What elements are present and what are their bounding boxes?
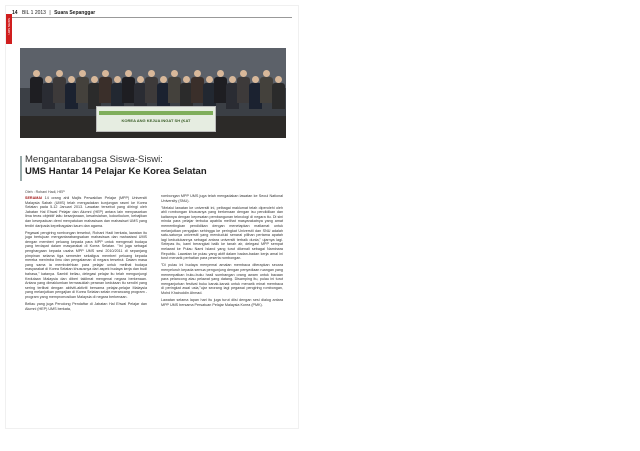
- paragraph: "Di pulau ini budaya menyemai amalan membaca diterapkan secara menyeluruh kepada semua pengunjung dengan penyediaan ruangan yang menempatkan buku-buku hasil sumbangan orang awam untuk bacaan para pelancong atau pelawat yang datang. Disamping itu, pulau ini turut menganjurkan festival buku kanak-kanak untuk menarik minat membaca di peringkat awal usia,"ujar seorang lagi pegawai pengiring rombongan, Mohd Khairuddin Ahmad.: [161, 263, 283, 295]
- article-column-1: [25, 196, 147, 314]
- header-divider: [12, 17, 292, 18]
- page-header: 14 BIL 1 2013 | Suara Sepanggar: [12, 10, 96, 16]
- article-column-2: [161, 194, 283, 310]
- paragraph: SERAMAI 14 orang ahli Majlis Perwakilan Pelajar (MPP) Universiti Malaysia Sabah (UMS) telah mengadakan kunjungan rasmi ke Korea Selatan pada 5-12 Januari 2013. Lawatan tersebut yang diiringi oleh Jabatan Hal Ehwal Pelajar dan Alumni (HEP) antara lain menyasarkan lima teras objektif iaitu kesarjanaan, kesahsiahan, kokurikulum, kebajikan dan kesepaduan demi menyatukan mahasiswa dan mahasiswi UMS yang terdiri daripada kepelbagaian kaum dan agama.: [25, 196, 147, 228]
- group-photo-image: [20, 48, 286, 138]
- paragraph: "Melalui lawatan ke universiti ini, pelbagai maklumat telah diperolehi oleh ahli rombongan khususnya yang berkenaan dengan isu pendidikan dan kaitannya dengan kepesatan pembangunan teknologi di negara itu. Di sini minda para pelajar terbuka apabila melihat masyarakatnya yang amat mementingkan pendidikan dengan menetapkan matlamat untuk melanjutkan pengajian sehingga ke peringkat Universiti dan SNU adalah satu-satunya universiti yang menduduki senarai pilihan pertama apatah lagi kedudukannya sebagai antara universiti terbaik dunia," ujarnya lagi. Selepas itu, kami berangkat balik ke tanah air, delegasi MPP sempat melawat ke Pulau Nami Island yang turut dikenali sebagai Naminara Republic. Lawatan ke pulau yang aktif dalam badan-badan kerja amal ini turut menarik perhatian para peserta rombongan.: [161, 205, 283, 261]
- article-byline: Oleh : Rohani Hadi, HEP: [25, 190, 65, 194]
- article-headline: UMS Hantar 14 Pelajar Ke Korea Selatan: [25, 166, 207, 177]
- page-number: 14: [12, 10, 18, 16]
- paragraph: rombongan MPP UMS juga telah mengadakan lawatan ke Seoul National University (SNU).: [161, 194, 283, 203]
- issue-label: BIL 1 2013: [21, 10, 46, 16]
- section-tab-label: UMS NEWS: [7, 18, 11, 35]
- article-kicker: Mengantarabangsa Siswa-Siswi:: [25, 154, 163, 165]
- paragraph: Beliau yang juga Penolong Pendaftar di Jabatan Hal Ehwal Pelajar dan Alumni (HEP) UMS berkata,: [25, 302, 147, 311]
- lead-word: SERAMAI: [25, 196, 43, 200]
- title-accent: [20, 156, 22, 181]
- paragraph: Lawatan selama lapan hari itu juga turut diisi dengan sesi dialog antara MPP UMS bersama Persatuan Pelajar Malaysia Korea (PMK).: [161, 297, 283, 307]
- newspaper-page: [6, 6, 298, 428]
- photo-banner: [96, 106, 216, 132]
- photo-banner-text: KOREA ANG KEJUA INGAT SH (KAT: [121, 118, 191, 123]
- paragraph: Pegawai pengiring rombongan tersebut, Rohani Hadi berkata, lawatan itu juga bertujuan mengantarabangsakan mahasiswa dan mahasiswi UMS dengan memberi peluang kepada para MPP untuk mengenali budaya yang terdapat dalam masyarakat di Korea Selatan. "Ini juga sebagai penghargaan kepada usaha MPP UMS sesi 2010/2011 di sepanjang pimpinan selama tiga semester sekaligus memberi peluang kepada mereka menimba ilmu dan pengalaman di negara tersebut. Dalam masa yang sama ia membolehkan para pelajar untuk melihat budaya masyarakat di Korea Selatan khususnya dari aspek budaya kerja dan budi bahasa," katanya. Sambil beliau, delegasi pelajar itu telah mengunjungi Kedutaan Malaysia dan diberi taklimat mengenai negara berkenaan. Antara yang dimaklumkan termasuklah peranan kedutaan itu sendiri yang sering terlibat dengan aktiviti-aktiviti bersama pelajar-pelajar Malaysia yang melanjutkan pengajian di Korea Selatan selain merancang program - program yang mempromosikan Malaysia di negara berkenaan.: [25, 230, 147, 299]
- publication-name: Suara Sepanggar: [54, 10, 96, 16]
